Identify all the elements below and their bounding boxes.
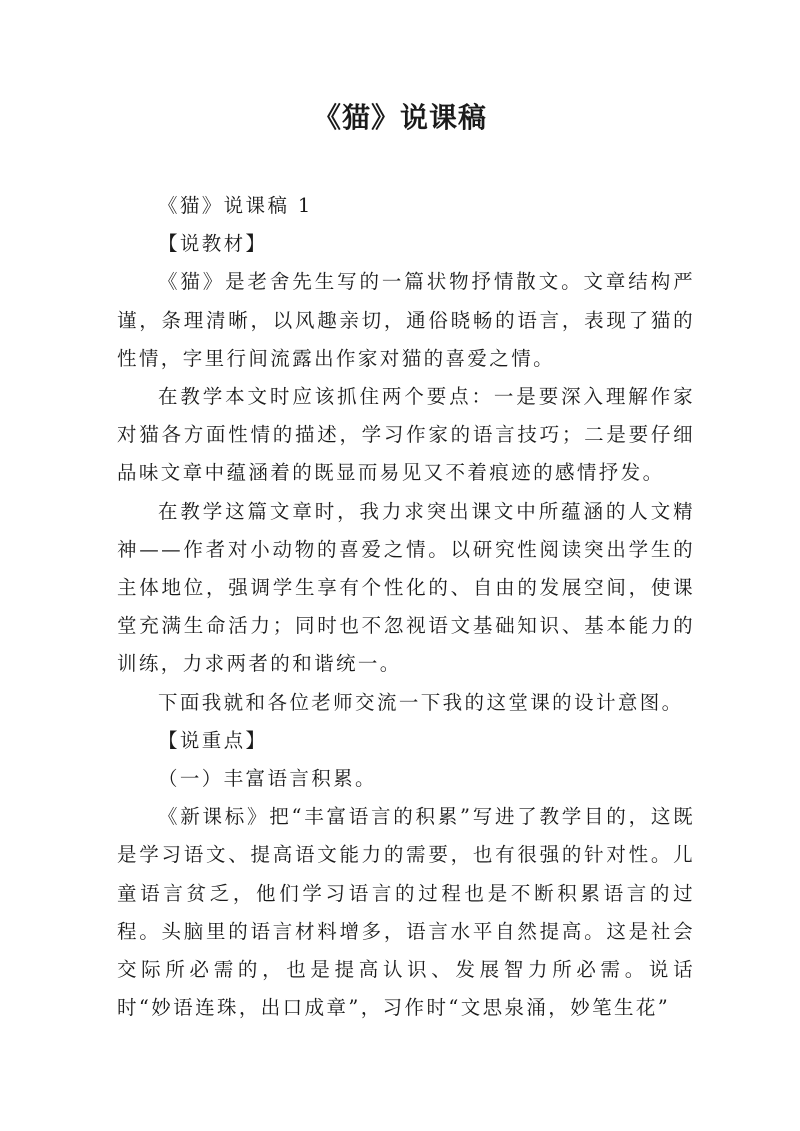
- subsection-heading-language: （一）丰富语言积累。: [157, 767, 377, 791]
- paragraph-key-points: 在教学本文时应该抓住两个要点：一是要深入理解作家对猫各方面性情的描述，学习作家的语言技巧；二是要仔细品味文章中蕴涵着的既显而易见又不着痕迹的感情抒发。: [117, 385, 695, 485]
- section-subtitle: 《猫》说课稿 1: [157, 194, 313, 217]
- paragraph-curriculum: 《新课标》把“丰富语言的积累”写进了教学目的，这既是学习语文、提高语文能力的需要，也有很强的针对性。儿童语言贫乏，他们学习语言的过程也是不断积累语言的过程。头脑里的语言材料增多，语言水平自然提高。这是社会交际所必需的，也是提高认识、发展智力所必需。说话时“妙语连珠，出口成章”，习作时“文思泉涌，妙笔生花”: [117, 805, 695, 1020]
- paragraph-intro: 《猫》是老舍先生写的一篇状物抒情散文。文章结构严谨，条理清晰，以风趣亲切，通俗晓畅的语言，表现了猫的性情，字里行间流露出作家对猫的喜爱之情。: [117, 270, 695, 370]
- section-heading-focus: 【说重点】: [157, 728, 268, 752]
- section-heading-textbook: 【说教材】: [157, 232, 268, 256]
- document-body: [117, 187, 695, 1027]
- paragraph-transition: 下面我就和各位老师交流一下我的这堂课的设计意图。: [157, 690, 684, 714]
- paragraph-teaching-approach: 在教学这篇文章时，我力求突出课文中所蕴涵的人文精神——作者对小动物的喜爱之情。以研究性阅读突出学生的主体地位，强调学生享有个性化的、自由的发展空间，使课堂充满生命活力；同时也不忽视语文基础知识、基本能力的训练，力求两者的和谐统一。: [117, 499, 695, 676]
- document-title: 《猫》说课稿: [312, 101, 487, 134]
